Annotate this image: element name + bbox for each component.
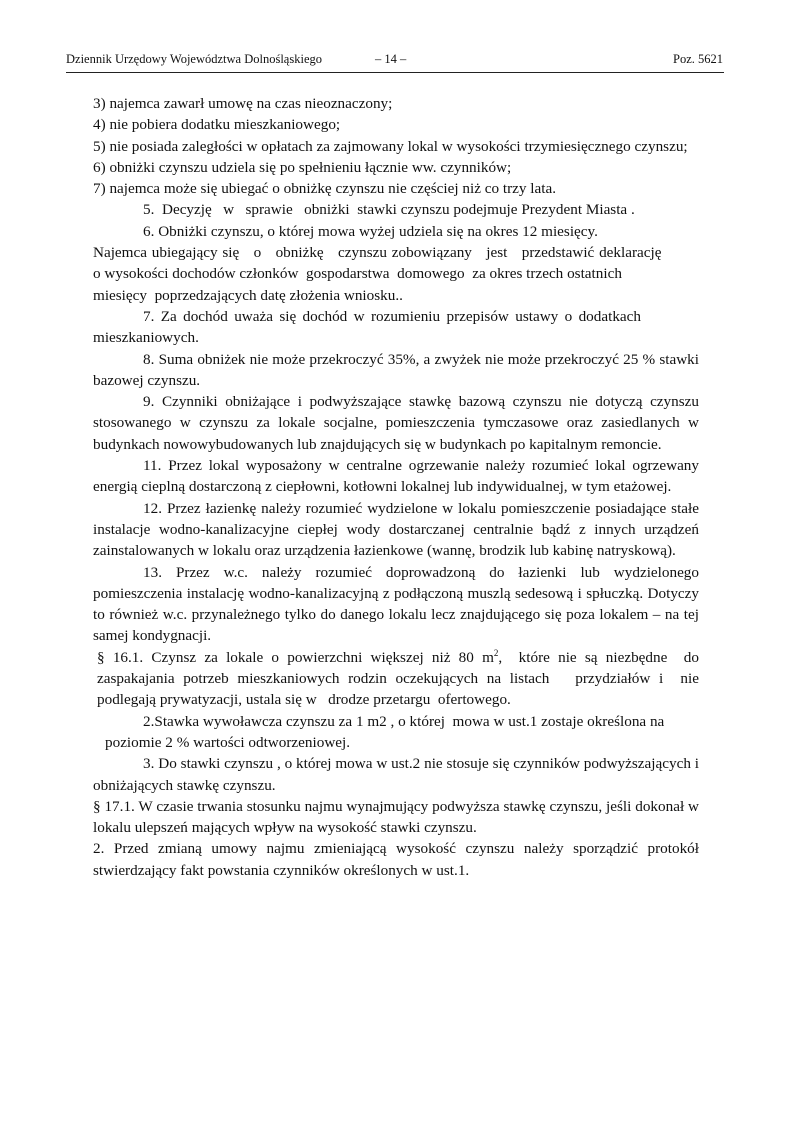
paragraph: 13. Przez w.c. należy rozumieć doprowadzoną do łazienki lub wydzielonego pomieszczenia instalację wodno-kanalizacyjną z podłączoną muszlą sedesową i spłuczką. Dotyczy to również w.c. przynależnego tylko do danego lokalu lecz znajdującego się poza lokalem – na tej samej kondygnacji. <box>93 563 699 645</box>
document-body <box>93 93 703 881</box>
list-item: 7) najemca może się ubiegać o obniżkę czynszu nie częściej niż co trzy lata. <box>93 180 556 198</box>
journal-title: Dziennik Urzędowy Województwa Dolnośląskiego <box>66 52 322 66</box>
page-header <box>66 52 723 70</box>
paragraph: 8. Suma obniżek nie może przekroczyć 35%, a zwyżek nie może przekroczyć 25 % stawki bazowej czynszu. <box>93 350 699 389</box>
text: , które nie są niezbędne do zaspakajania potrzeb mieszkaniowych rodzin oczekujących na listach przydziałów i nie podlegają prywatyzacji, ustala się w drodze przetargu ofertowego. <box>97 648 703 709</box>
list-item: 3) najemca zawarł umowę na czas nieoznaczony; <box>93 95 393 112</box>
superscript: 2 <box>493 647 499 658</box>
section-16-paragraph-3: 3. Do stawki czynszu , o której mowa w ust.2 nie stosuje się czynników podwyższających i obniżających stawkę czynszu. <box>93 755 699 794</box>
paragraph-line: Najemca ubiegający się o obniżkę czynszu zobowiązany jest przedstawić deklarację <box>93 244 662 262</box>
paragraph: 9. Czynniki obniżające i podwyższające stawkę bazową czynszu nie dotyczą czynszu stosowanego w czynszu za lokale socjalne, pomieszczenia tymczasowe oraz zasiedlanych w budynkach nowowybudowanych lub znajdujących się w budynkach po kapitalnym remoncie. <box>93 393 699 453</box>
paragraph: 5. Decyzję w sprawie obniżki stawki czynszu podejmuje Prezydent Miasta . <box>143 201 635 219</box>
text: § 16.1. Czynsz za lokale o powierzchni większej niż 80 m <box>97 648 494 666</box>
paragraph-line: o wysokości dochodów członków gospodarstwa domowego za okres trzech ostatnich <box>93 265 622 283</box>
header-rule <box>66 72 724 73</box>
list-item: 4) nie pobiera dodatku mieszkaniowego; <box>93 116 341 134</box>
paragraph: 11. Przez lokal wyposażony w centralne ogrzewanie należy rozumieć lokal ogrzewany energią cieplną dostarczoną z ciepłowni, kotłowni lokalnej lub indywidualnej, w tym etażowej. <box>93 457 699 496</box>
paragraph-line: miesięcy poprzedzających datę złożenia wniosku.. <box>93 286 403 304</box>
paragraph: 7. Za dochód uważa się dochód w rozumieniu przepisów ustawy o dodatkach mieszkaniowych. <box>93 307 641 347</box>
section-17-paragraph-2: 2. Przed zmianą umowy najmu zmieniającą wysokość czynszu należy sporządzić protokół stwierdzający fakt powstania czynników określonych w ust.1. <box>93 840 699 879</box>
position-number: Poz. 5621 <box>673 52 723 66</box>
page-number: – 14 – <box>375 52 407 66</box>
paragraph: 12. Przez łazienkę należy rozumieć wydzielone w lokalu pomieszczenie posiadające stałe instalacje wodno-kanalizacyjne ciepłej wody dostarczanej centralnie bądź z innych urządzeń zainstalowanych w lokalu oraz urządzenia łazienkowe (wannę, brodzik lub kabinę natryskową). <box>93 499 699 560</box>
section-16-paragraph-2-line: poziomie 2 % wartości odtworzeniowej. <box>105 733 351 751</box>
paragraph: 6. Obniżki czynszu, o której mowa wyżej udziela się na okres 12 miesięcy. <box>143 222 598 240</box>
section-16-paragraph-2-line: 2.Stawka wywoławcza czynszu za 1 m2 , o której mowa w ust.1 zostaje określona na <box>143 712 665 730</box>
section-16-paragraph-1 <box>93 647 703 711</box>
list-item: 5) nie posiada zaległości w opłatach za zajmowany lokal w wysokości trzymiesięcznego czynszu; <box>93 137 688 155</box>
list-item: 6) obniżki czynszu udziela się po spełnieniu łącznie ww. czynników; <box>93 158 512 176</box>
section-17-paragraph-1: § 17.1. W czasie trwania stosunku najmu wynajmujący podwyższa stawkę czynszu, jeśli dokonał w lokalu ulepszeń mających wpływ na wysokość stawki czynszu. <box>93 797 699 837</box>
